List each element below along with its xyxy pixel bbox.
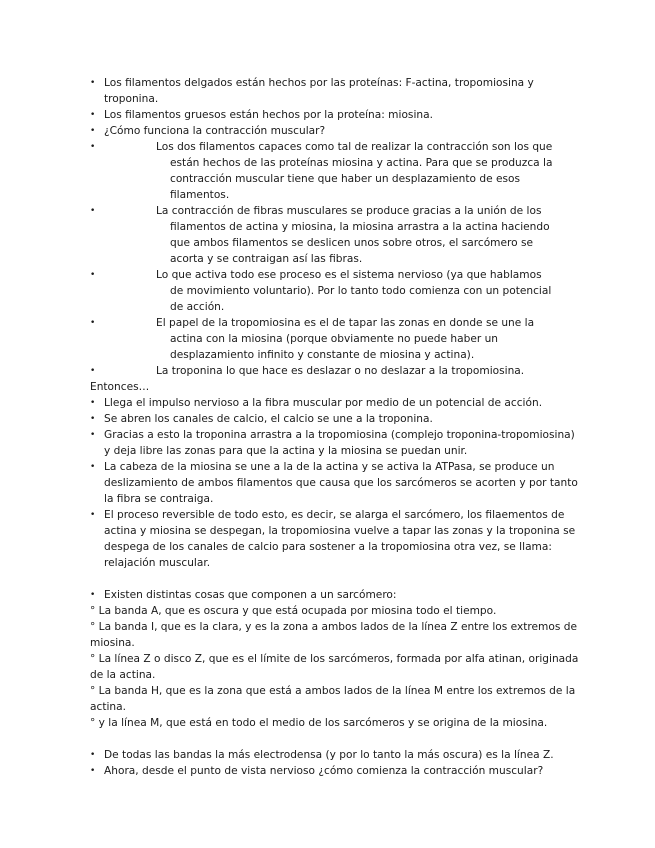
list-item-text: ¿Cómo funciona la contracción muscular? [104,125,326,137]
bullet-icon: • [90,510,96,520]
list-item [90,75,580,107]
bullet-icon: • [90,750,96,760]
degree-item-text: La banda H, que es la zona que está a ambos lados de la línea M entre los extremos de la actina. [90,685,576,713]
bullet-icon: • [90,270,96,280]
list-item [90,459,580,507]
bullet-icon: • [90,366,96,376]
bullet-icon: • [90,766,96,776]
list-item-text: Los filamentos delgados están hechos por las proteínas: F-actina, tropomiosina y troponina. [104,77,534,105]
list-item-text: Se abren los canales de calcio, el calcio se une a la troponina. [104,413,433,425]
degree-item-text: La banda I, que es la clara, y es la zona a ambos lados de la línea Z entre los extremos de miosina. [90,621,577,649]
degree-item-text: La línea Z o disco Z, que es el límite de los sarcómeros, formada por alfa atinan, originada de la actina. [90,653,579,681]
sub-list-item-text: Lo que activa todo ese proceso es el sistema nervioso (ya que hablamos de movimiento voluntario). Por lo tanto todo comienza con un potencial de acción. [156,269,552,313]
list-item [90,107,580,123]
degree-item-text: La banda A, que es oscura y que está ocupada por miosina todo el tiempo. [98,605,497,617]
bullet-icon: • [90,78,96,88]
list-item-text: Ahora, desde el punto de vista nervioso ¿cómo comienza la contracción muscular? [104,765,544,777]
degree-icon: ° [90,605,96,617]
bullet-icon: • [90,430,96,440]
entonces-text: Entonces… [90,381,150,393]
bullet-icon: • [90,206,96,216]
sub-list-item [90,203,556,267]
list-item-text: De todas las bandas la más electrodensa (y por lo tanto la más oscura) es la línea Z. [104,749,554,761]
sub-list-item-text: El papel de la tropomiosina es el de tapar las zonas en donde se une la actina con la miosina (porque obviamente no puede haber un desplazamiento infinito y constante de miosina y actina). [156,317,535,361]
list-item [90,747,580,763]
sub-list-item-text: La troponina lo que hace es deslazar o no deslazar a la tropomiosina. [156,365,525,377]
degree-item [90,715,580,731]
list-item [90,507,580,571]
list-item [90,123,580,139]
degree-icon: ° [90,685,96,697]
list-item [90,411,580,427]
degree-item [90,651,580,683]
list-item-text: La cabeza de la miosina se une a la de la actina y se activa la ATPasa, se produce un deslizamiento de ambos filamentos que causa que los sarcómeros se acorten y por tanto la fibra se contraiga. [104,461,578,505]
degree-icon: ° [90,621,96,633]
list-item-text: El proceso reversible de todo esto, es decir, se alarga el sarcómero, los filaementos de actina y miosina se despegan, la tropomiosina vuelve a tapar las zonas y la troponina se despega de los canales de calcio para sostener a la tropomiosina otra vez, se llama: relajación muscular. [104,509,576,569]
bullet-icon: • [90,398,96,408]
bullet-icon: • [90,142,96,152]
bullet-icon: • [90,318,96,328]
document-page [90,75,580,779]
bullet-icon: • [90,590,96,600]
list-item-text: Los filamentos gruesos están hechos por la proteína: miosina. [104,109,433,121]
list-item-text: Llega el impulso nervioso a la fibra muscular por medio de un potencial de acción. [104,397,543,409]
list-item-text: Existen distintas cosas que componen a un sarcómero: [104,589,397,601]
list-item [90,427,580,459]
degree-item [90,683,580,715]
spacer [90,571,580,587]
sub-list-item [90,267,556,315]
sub-list-item-text: Los dos filamentos capaces como tal de realizar la contracción son los que están hechos de las proteínas miosina y actina. Para que se produzca la contracción muscular tiene que haber un desplazamiento de esos filamentos. [156,141,553,201]
list-item [90,395,580,411]
bullet-icon: • [90,414,96,424]
list-item-text: Gracias a esto la troponina arrastra a la tropomiosina (complejo troponina-tropomiosina) y deja libre las zonas para que la actina y la miosina se puedan unir. [104,429,575,457]
sub-list-item [90,363,556,379]
list-item [90,763,580,779]
bullet-icon: • [90,110,96,120]
degree-item-text: y la línea M, que está en todo el medio de los sarcómeros y se origina de la miosina. [98,717,548,729]
degree-item [90,619,580,651]
sub-list-item [90,139,556,203]
bullet-icon: • [90,462,96,472]
bullet-icon: • [90,126,96,136]
sub-list-item [90,315,556,363]
degree-item [90,603,580,619]
spacer [90,731,580,747]
degree-icon: ° [90,653,96,665]
degree-icon: ° [90,717,96,729]
sub-list-item-text: La contracción de fibras musculares se produce gracias a la unión de los filamentos de actina y miosina, la miosina arrastra a la actina haciendo que ambos filamentos se deslicen unos sobre otros, el sarcómero se acorta y se contraigan así las fibras. [156,205,550,265]
list-item [90,587,580,603]
